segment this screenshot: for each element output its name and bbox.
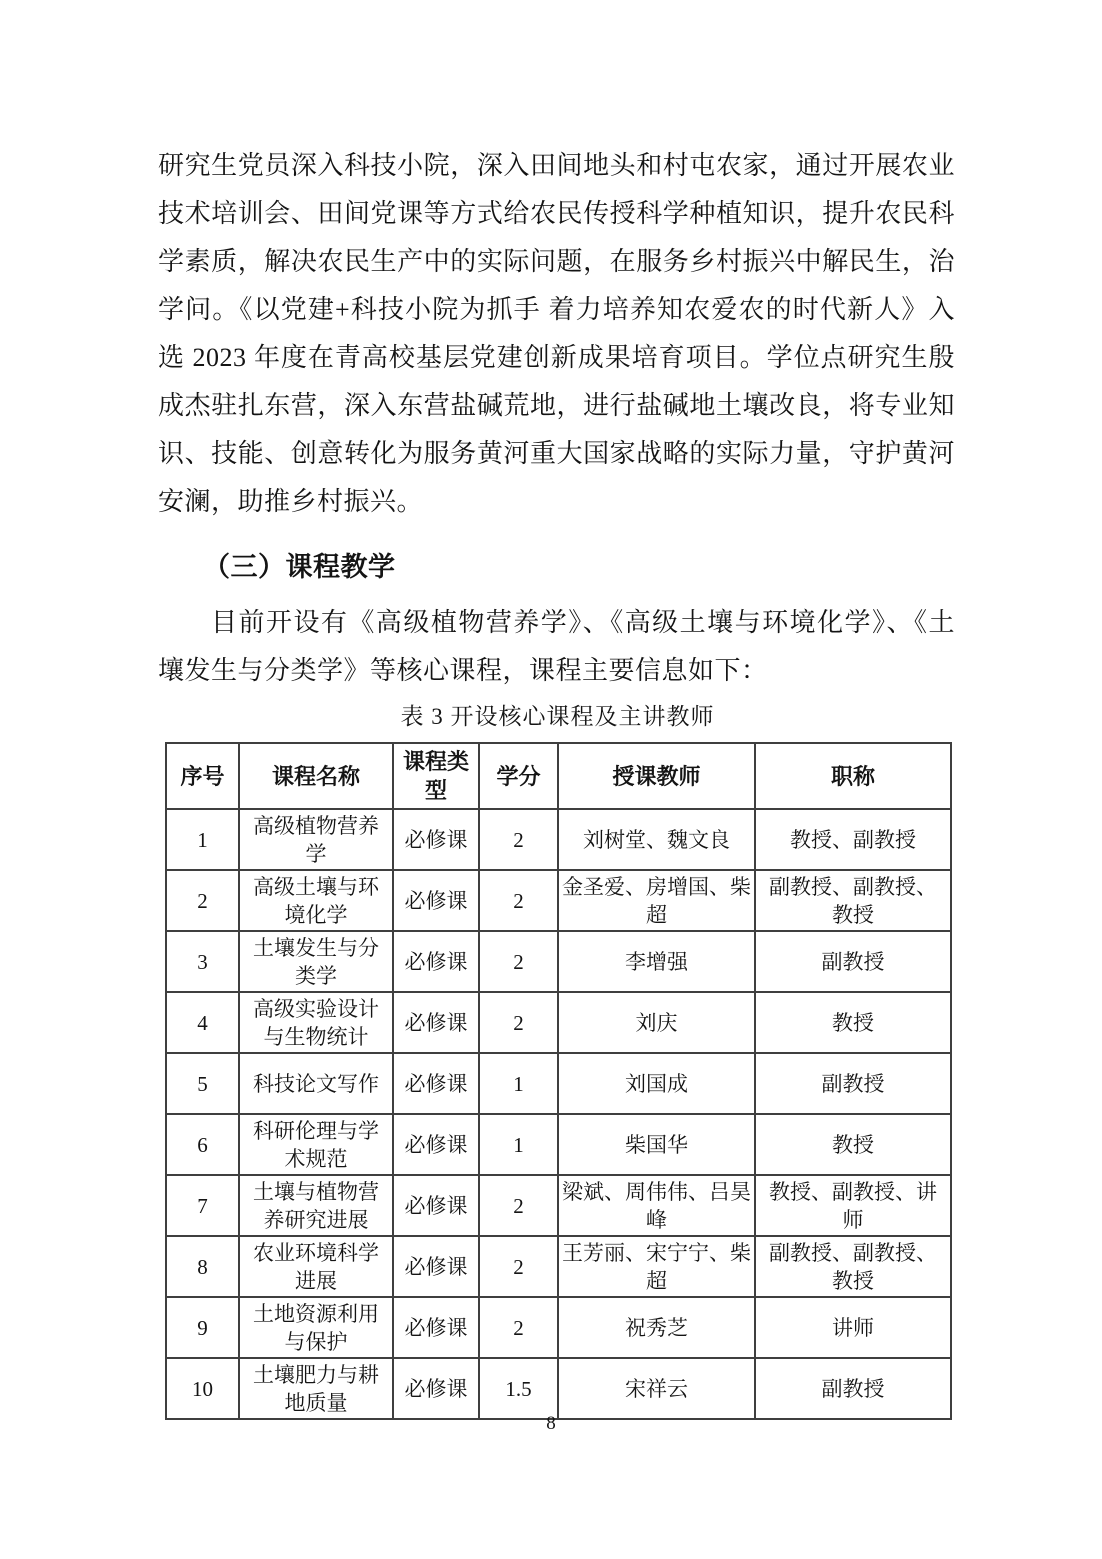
cell-credits: 2	[479, 1297, 558, 1358]
paragraph-line: 选 2023 年度在青高校基层党建创新成果培育项目。学位点研究生殷	[158, 343, 955, 372]
body-paragraph-1	[158, 142, 955, 526]
table-row	[166, 1114, 951, 1175]
cell-course-name: 高级植物营养 学	[239, 809, 393, 870]
page-content	[158, 142, 955, 1420]
cell-course-name: 高级土壤与环 境化学	[239, 870, 393, 931]
cell-titles: 教授	[755, 992, 951, 1053]
paragraph-line: 安澜，助推乡村振兴。	[158, 487, 424, 516]
cell-titles: 副教授	[755, 1053, 951, 1114]
cell-course-type: 必修课	[393, 1175, 479, 1236]
cell-teachers: 刘国成	[558, 1053, 755, 1114]
cell-titles: 教授、副教授	[755, 809, 951, 870]
cell-credits: 1	[479, 1053, 558, 1114]
cell-credits: 1	[479, 1114, 558, 1175]
cell-titles: 教授、副教授、讲 师	[755, 1175, 951, 1236]
cell-index: 6	[166, 1114, 239, 1175]
cell-index: 5	[166, 1053, 239, 1114]
cell-course-name: 土壤发生与分 类学	[239, 931, 393, 992]
cell-course-type: 必修课	[393, 1297, 479, 1358]
table-row	[166, 1236, 951, 1297]
table-row	[166, 992, 951, 1053]
table-row	[166, 809, 951, 870]
col-header-course-type: 课程类 型	[393, 743, 479, 809]
cell-course-name: 土地资源利用 与保护	[239, 1297, 393, 1358]
paragraph-line: 识、技能、创意转化为服务黄河重大国家战略的实际力量，守护黄河	[158, 439, 955, 468]
cell-course-name: 高级实验设计 与生物统计	[239, 992, 393, 1053]
table-caption: 表 3 开设核心课程及主讲教师	[400, 704, 715, 729]
cell-titles: 副教授、副教授、 教授	[755, 870, 951, 931]
cell-course-type: 必修课	[393, 809, 479, 870]
cell-index: 7	[166, 1175, 239, 1236]
table-row	[166, 1358, 951, 1419]
cell-credits: 2	[479, 992, 558, 1053]
cell-teachers: 刘庆	[558, 992, 755, 1053]
cell-titles: 副教授	[755, 931, 951, 992]
cell-course-name: 科技论文写作	[239, 1053, 393, 1114]
col-header-course-name: 课程名称	[239, 743, 393, 809]
cell-course-type: 必修课	[393, 1114, 479, 1175]
paragraph-line: 学素质，解决农民生产中的实际问题，在服务乡村振兴中解民生，治	[158, 247, 955, 276]
cell-course-type: 必修课	[393, 1358, 479, 1419]
cell-teachers: 祝秀芝	[558, 1297, 755, 1358]
cell-index: 8	[166, 1236, 239, 1297]
cell-course-type: 必修课	[393, 1053, 479, 1114]
courses-table	[165, 742, 952, 1420]
cell-course-type: 必修课	[393, 992, 479, 1053]
cell-course-name: 农业环境科学 进展	[239, 1236, 393, 1297]
cell-titles: 讲师	[755, 1297, 951, 1358]
cell-credits: 1.5	[479, 1358, 558, 1419]
cell-course-name: 土壤肥力与耕 地质量	[239, 1358, 393, 1419]
paragraph-line: 研究生党员深入科技小院，深入田间地头和村屯农家，通过开展农业	[158, 151, 955, 180]
cell-index: 10	[166, 1358, 239, 1419]
cell-credits: 2	[479, 1175, 558, 1236]
paragraph-line: 学问。《以党建+科技小院为抓手 着力培养知农爱农的时代新人》入	[158, 295, 955, 324]
cell-index: 1	[166, 809, 239, 870]
cell-teachers: 柴国华	[558, 1114, 755, 1175]
table-row	[166, 1175, 951, 1236]
col-header-titles: 职称	[755, 743, 951, 809]
paragraph-line: 目前开设有《高级植物营养学》、《高级土壤与环境化学》、《土	[211, 608, 955, 637]
cell-credits: 2	[479, 809, 558, 870]
cell-index: 2	[166, 870, 239, 931]
cell-teachers: 李增强	[558, 931, 755, 992]
cell-course-type: 必修课	[393, 870, 479, 931]
col-header-index: 序号	[166, 743, 239, 809]
table-row	[166, 1297, 951, 1358]
cell-teachers: 金圣爱、房增国、柴 超	[558, 870, 755, 931]
page-number: 8	[546, 1413, 556, 1434]
cell-course-type: 必修课	[393, 931, 479, 992]
cell-credits: 2	[479, 931, 558, 992]
cell-index: 9	[166, 1297, 239, 1358]
cell-course-type: 必修课	[393, 1236, 479, 1297]
table-row	[166, 1053, 951, 1114]
table-row	[166, 931, 951, 992]
section-heading: （三）课程教学	[203, 552, 396, 582]
table-row	[166, 870, 951, 931]
cell-course-name: 土壤与植物营 养研究进展	[239, 1175, 393, 1236]
paragraph-line: 壤发生与分类学》等核心课程，课程主要信息如下：	[158, 656, 768, 685]
paragraph-line: 成杰驻扎东营，深入东营盐碱荒地，进行盐碱地土壤改良，将专业知	[158, 391, 955, 420]
cell-credits: 2	[479, 1236, 558, 1297]
cell-teachers: 梁斌、周伟伟、吕昊 峰	[558, 1175, 755, 1236]
col-header-credits: 学分	[479, 743, 558, 809]
cell-titles: 副教授	[755, 1358, 951, 1419]
cell-teachers: 王芳丽、宋宁宁、柴 超	[558, 1236, 755, 1297]
cell-index: 4	[166, 992, 239, 1053]
cell-titles: 教授	[755, 1114, 951, 1175]
cell-teachers: 宋祥云	[558, 1358, 755, 1419]
cell-credits: 2	[479, 870, 558, 931]
col-header-teachers: 授课教师	[558, 743, 755, 809]
body-paragraph-2	[158, 599, 955, 695]
cell-index: 3	[166, 931, 239, 992]
paragraph-line: 技术培训会、田间党课等方式给农民传授科学种植知识，提升农民科	[158, 199, 955, 228]
cell-teachers: 刘树堂、魏文良	[558, 809, 755, 870]
table-header-row	[166, 743, 951, 809]
cell-titles: 副教授、副教授、 教授	[755, 1236, 951, 1297]
cell-course-name: 科研伦理与学 术规范	[239, 1114, 393, 1175]
